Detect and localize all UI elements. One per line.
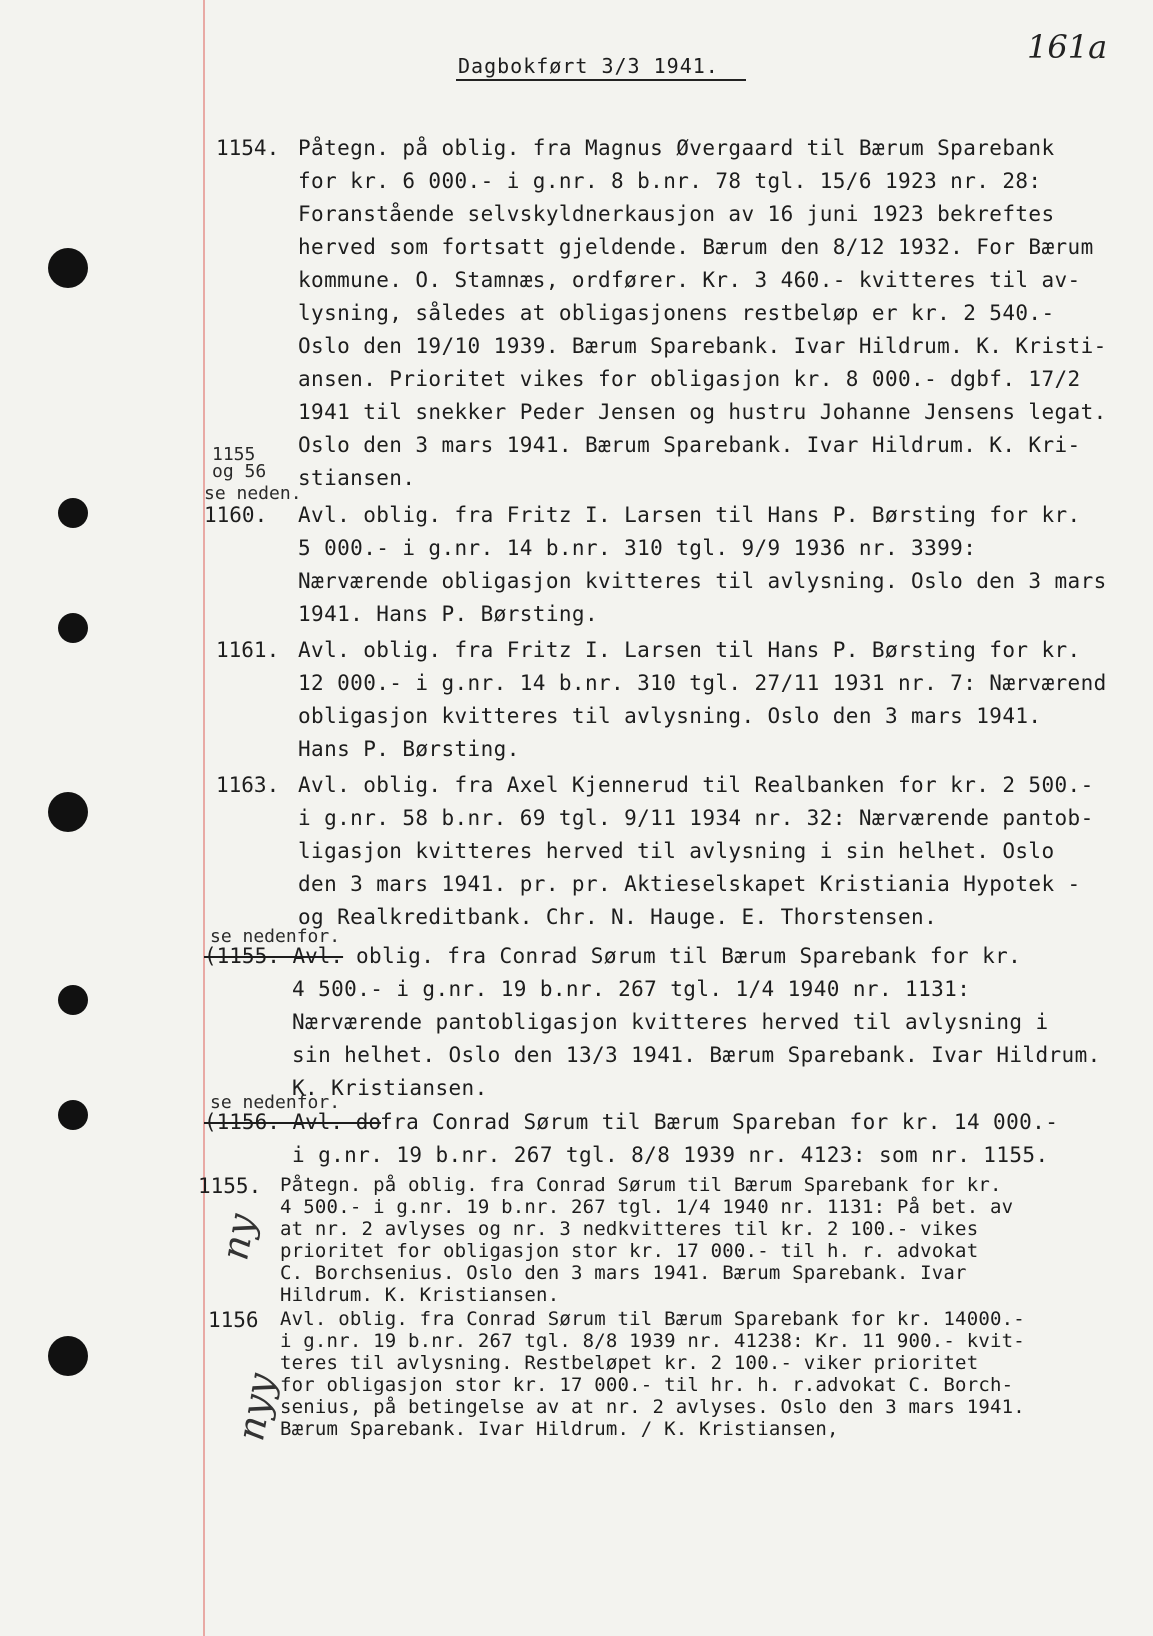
punch-hole	[58, 498, 88, 528]
entry-line: obligasjon kvitteres til avlysning. Oslo den 3 mars 1941.	[298, 704, 1042, 728]
entry-line: at nr. 2 avlyses og nr. 3 nedkvitteres til kr. 2 100.- vikes	[280, 1218, 979, 1240]
entry-line: Hildrum. K. Kristiansen.	[280, 1284, 560, 1306]
margin-rule	[203, 0, 205, 1636]
entry-number: 1156	[208, 1308, 259, 1332]
entry-line: senius, på betingelse av at nr. 2 avlyses. Oslo den 3 mars 1941.	[280, 1396, 1025, 1418]
entry-line: Foranstående selvskyldnerkausjon av 16 juni 1923 bekreftes	[298, 202, 1055, 226]
entry-line: Avl. oblig. fra Conrad Sørum til Bærum Sparebank for kr. 14000.-	[280, 1308, 1025, 1330]
margin-note: se nedenfor.	[210, 926, 341, 947]
page-title: Dagbokført 3/3 1941.	[458, 54, 719, 78]
punch-hole	[58, 1100, 88, 1130]
entry-number: 1155.	[198, 1174, 262, 1198]
entry-line: prioritet for obligasjon stor kr. 17 000.- til h. r. advokat	[280, 1240, 979, 1262]
entry-line: stiansen.	[298, 466, 416, 490]
entry-number-struck: (1155. Avl.	[204, 944, 344, 968]
entry-number: 1161.	[216, 638, 280, 662]
entry-line: oblig. fra Conrad Sørum til Bærum Sparebank for kr.	[356, 944, 1022, 968]
entry-line: 5 000.- i g.nr. 14 b.nr. 310 tgl. 9/9 1936 nr. 3399:	[298, 536, 977, 560]
entry-line: i g.nr. 58 b.nr. 69 tgl. 9/11 1934 nr. 32: Nærværende pantob-	[298, 806, 1094, 830]
entry-line: 4 500.- i g.nr. 19 b.nr. 267 tgl. 1/4 1940 nr. 1131: På bet. av	[280, 1196, 1014, 1218]
entry-line: fra Conrad Sørum til Bærum Spareban for kr. 14 000.-	[380, 1110, 1059, 1134]
entry-line: Påtegn. på oblig. fra Magnus Øvergaard til Bærum Sparebank	[298, 136, 1055, 160]
entry-line: C. Borchsenius. Oslo den 3 mars 1941. Bærum Sparebank. Ivar	[280, 1262, 967, 1284]
entry-line: Avl. oblig. fra Fritz I. Larsen til Hans P. Børsting for kr.	[298, 638, 1081, 662]
entry-line: og Realkreditbank. Chr. N. Hauge. E. Thorstensen.	[298, 905, 938, 929]
handwritten-initials: nyy	[228, 1369, 284, 1445]
entry-number: 1154.	[216, 136, 280, 160]
entry-line: for obligasjon stor kr. 17 000.- til hr. h. r.advokat C. Borch-	[280, 1374, 1014, 1396]
punch-hole	[48, 1336, 88, 1376]
entry-line: Avl. oblig. fra Fritz I. Larsen til Hans P. Børsting for kr.	[298, 503, 1081, 527]
entry-number-struck: (1156. Avl. do	[204, 1110, 382, 1134]
handwritten-initials: ny	[212, 1210, 264, 1264]
entry-line: 12 000.- i g.nr. 14 b.nr. 310 tgl. 27/11 1931 nr. 7: Nærværend	[298, 671, 1107, 695]
entry-line: ansen. Prioritet vikes for obligasjon kr. 8 000.- dgbf. 17/2	[298, 367, 1081, 391]
entry-line: Oslo den 3 mars 1941. Bærum Sparebank. Ivar Hildrum. K. Kri-	[298, 433, 1081, 457]
entry-number: 1163.	[216, 773, 280, 797]
entry-line: 4 500.- i g.nr. 19 b.nr. 267 tgl. 1/4 1940 nr. 1131:	[292, 977, 971, 1001]
entry-line: Bærum Sparebank. Ivar Hildrum. / K. Kristiansen,	[280, 1418, 839, 1440]
entry-line: kommune. O. Stamnæs, ordfører. Kr. 3 460.- kvitteres til av-	[298, 268, 1081, 292]
entry-line: i g.nr. 19 b.nr. 267 tgl. 8/8 1939 nr. 4123: som nr. 1155.	[292, 1143, 1049, 1167]
margin-note: se neden.	[204, 483, 302, 504]
folio-number: 161a	[1027, 28, 1108, 66]
entry-line: herved som fortsatt gjeldende. Bærum den 8/12 1932. For Bærum	[298, 235, 1094, 259]
entry-line: Hans P. Børsting.	[298, 737, 520, 761]
entry-line: teres til avlysning. Restbeløpet kr. 2 100.- viker prioritet	[280, 1352, 979, 1374]
entry-line: 1941 til snekker Peder Jensen og hustru Johanne Jensens legat.	[298, 400, 1107, 424]
entry-line: Påtegn. på oblig. fra Conrad Sørum til Bærum Sparebank for kr.	[280, 1174, 1002, 1196]
punch-hole	[58, 613, 88, 643]
entry-line: Avl. oblig. fra Axel Kjennerud til Realbanken for kr. 2 500.-	[298, 773, 1094, 797]
entry-line: Nærværende pantobligasjon kvitteres herved til avlysning i	[292, 1010, 1049, 1034]
entry-line: K. Kristiansen.	[292, 1076, 488, 1100]
entry-line: for kr. 6 000.- i g.nr. 8 b.nr. 78 tgl. 15/6 1923 nr. 28:	[298, 169, 1042, 193]
margin-note: se nedenfor.	[210, 1092, 341, 1113]
entry-line: Oslo den 19/10 1939. Bærum Sparebank. Ivar Hildrum. K. Kristi-	[298, 334, 1107, 358]
punch-hole	[58, 985, 88, 1015]
punch-hole	[48, 792, 88, 832]
entry-line: Nærværende obligasjon kvitteres til avlysning. Oslo den 3 mars	[298, 569, 1107, 593]
title-underline	[456, 79, 746, 81]
entry-line: i g.nr. 19 b.nr. 267 tgl. 8/8 1939 nr. 41238: Kr. 11 900.- kvit-	[280, 1330, 1025, 1352]
punch-hole	[48, 248, 88, 288]
entry-line: 1941. Hans P. Børsting.	[298, 602, 598, 626]
entry-line: ligasjon kvitteres herved til avlysning i sin helhet. Oslo	[298, 839, 1055, 863]
entry-line: den 3 mars 1941. pr. pr. Aktieselskapet Kristiania Hypotek -	[298, 872, 1081, 896]
entry-line: lysning, således at obligasjonens restbeløp er kr. 2 540.-	[298, 301, 1055, 325]
entry-number: 1160.	[204, 503, 268, 527]
entry-line: sin helhet. Oslo den 13/3 1941. Bærum Sparebank. Ivar Hildrum.	[292, 1043, 1101, 1067]
margin-note: 1155 og 56	[212, 444, 267, 482]
